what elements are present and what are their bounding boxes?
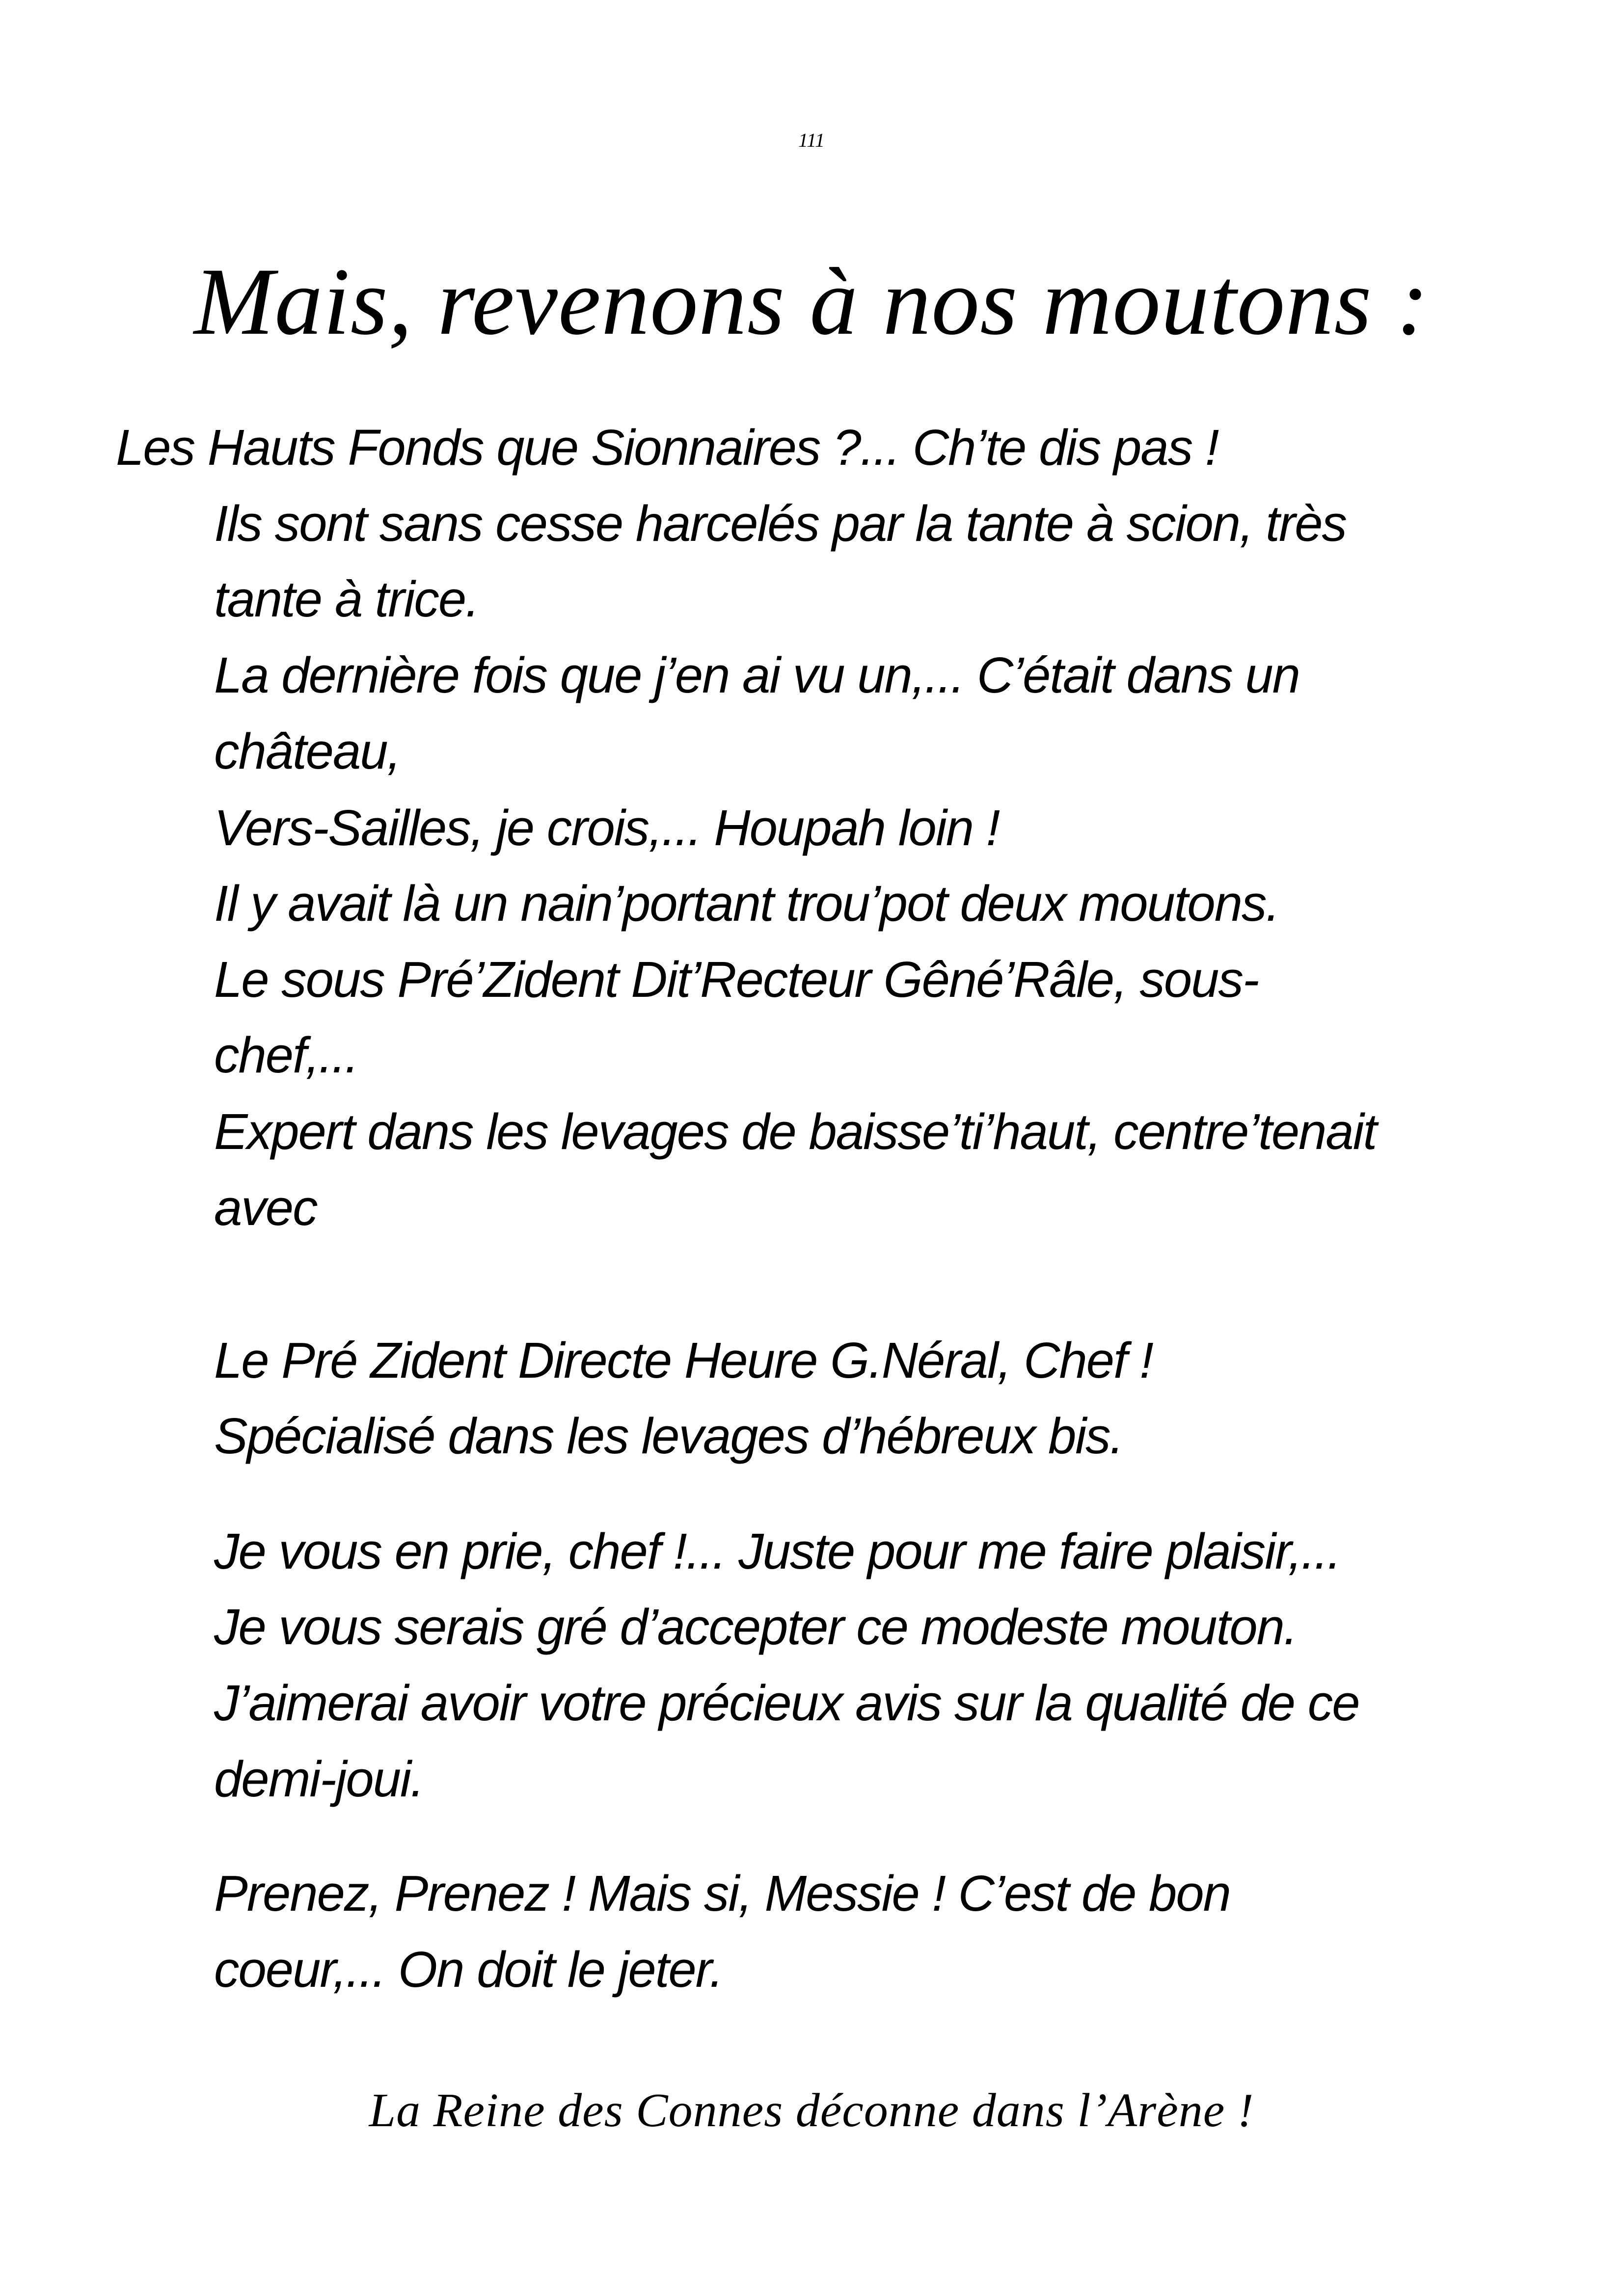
text-line: demi-joui. <box>214 1751 424 1807</box>
text-line: Je vous serais gré d’accepter ce modeste mouton. <box>214 1599 1297 1655</box>
text-line: Vers-Sailles, je crois,... Houpah loin ! <box>214 800 1000 856</box>
text-line: Expert dans les levages de baisse’ti’haut, centre’tenait <box>214 1103 1377 1160</box>
text-line: Le sous Pré’Zident Dit’Recteur Gêné’Râle, sous- <box>214 951 1259 1008</box>
page-footer: La Reine des Connes déconne dans l’Arène ! <box>369 2084 1254 2137</box>
text-line: J’aimerai avoir votre précieux avis sur la qualité de ce <box>214 1675 1359 1731</box>
text-line: château, <box>214 723 401 779</box>
text-line: chef,... <box>214 1027 358 1083</box>
text-line: La dernière fois que j’en ai vu un,... C’était dans un <box>214 647 1299 703</box>
text-line: Les Hauts Fonds que Sionnaires ?... Ch’te dis pas ! <box>116 419 1218 476</box>
text-line: Prenez, Prenez ! Mais si, Messie ! C’est de bon <box>214 1865 1230 1922</box>
text-line: Le Pré Zident Directe Heure G.Néral, Chef ! <box>214 1332 1153 1388</box>
text-line: coeur,... On doit le jeter. <box>214 1941 723 1998</box>
page-number: 111 <box>798 129 825 151</box>
text-line: avec <box>214 1179 317 1236</box>
text-line: Il y avait là un nain’portant trou’pot deux moutons. <box>214 875 1279 932</box>
text-line: tante à trice. <box>214 571 479 627</box>
text-line: Je vous en prie, chef !... Juste pour me faire plaisir,... <box>214 1523 1341 1579</box>
text-line: Spécialisé dans les levages d’hébreux bis. <box>214 1408 1123 1464</box>
text-line: Ils sont sans cesse harcelés par la tante à scion, très <box>214 495 1346 552</box>
page-title: Mais, revenons à nos moutons : <box>193 248 1430 355</box>
